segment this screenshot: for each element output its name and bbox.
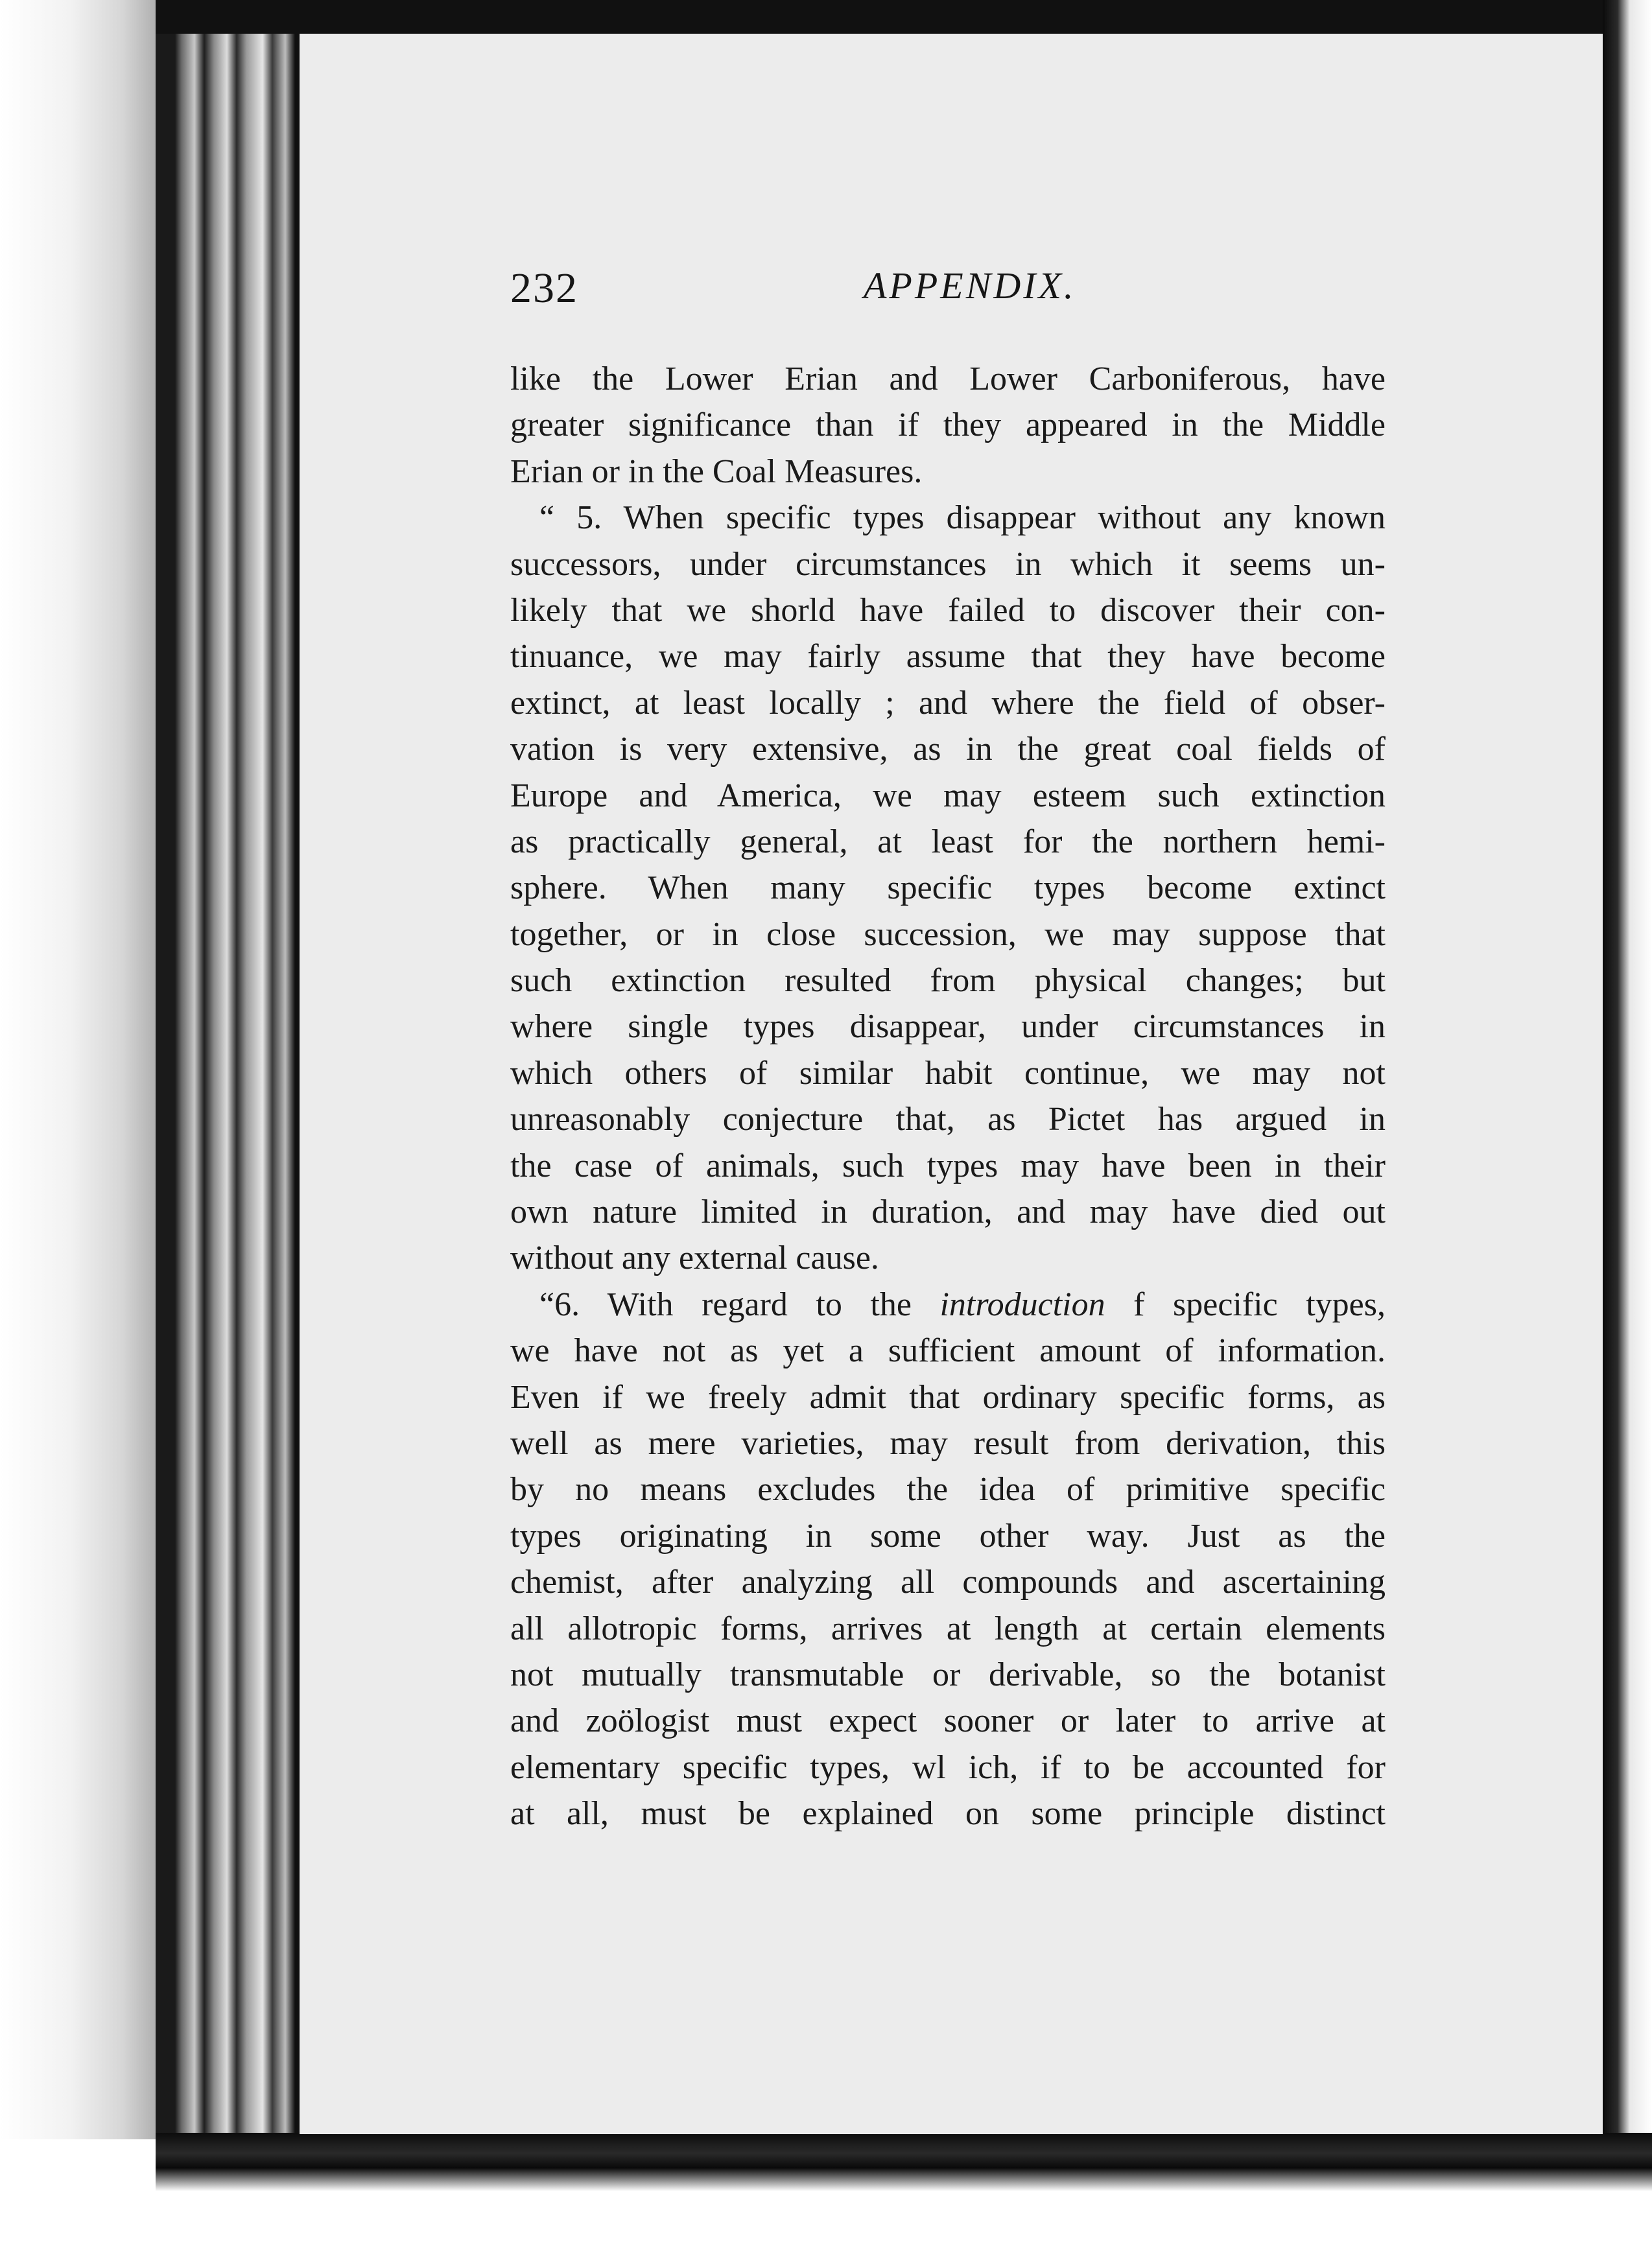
text-line: which others of similar habit continue, we may not [510,1054,1386,1092]
running-title: APPENDIX. [864,264,1076,307]
right-scan-border [1603,0,1652,2191]
text-line: own nature limited in duration, and may have died out [510,1193,1386,1231]
book-page [300,34,1603,2134]
text-segment: “6. With regard to the [539,1286,940,1323]
text-line: together, or in close succession, we may suppose that [510,915,1386,953]
book-spine-page-edges [156,13,305,2146]
text-line: Erian or in the Coal Measures. [510,452,923,490]
text-line: sphere. When many specific types become extinct [510,869,1386,907]
top-scan-border [156,0,1652,34]
text-line: elementary specific types, wl ich, if to be accounted for [510,1748,1386,1786]
text-line: we have not as yet a sufficient amount of information. [510,1332,1386,1370]
text-line: where single types disappear, under circumstances in [510,1008,1386,1046]
text-line: all allotropic forms, arrives at length at certain elements [510,1610,1386,1647]
text-line: tinuance, we may fairly assume that they have become [510,638,1386,676]
text-line-with-italic [510,1282,1386,1328]
text-line: well as mere varieties, may result from derivation, this [510,1424,1386,1462]
text-line: unreasonably conjecture that, as Pictet has argued in [510,1101,1386,1138]
text-line: such extinction resulted from physical changes; but [510,962,1386,1000]
left-margin-shadow [0,0,175,2139]
text-segment: f specific types, [1105,1286,1386,1323]
text-line: vation is very extensive, as in the great coal fields of [510,731,1386,768]
text-line: types originating in some other way. Just as the [510,1517,1386,1555]
text-line: like the Lower Erian and Lower Carboniferous, have [510,360,1386,397]
body-text [510,356,1386,1837]
text-line: not mutually transmutable or derivable, so the botanist [510,1656,1386,1693]
text-line: “ 5. When specific types disappear without any known [539,499,1386,537]
text-line: at all, must be explained on some principle distinct [510,1795,1386,1833]
italic-word: introduction [939,1286,1105,1323]
text-line: and zoölogist must expect sooner or later to arrive at [510,1702,1386,1740]
text-line: extinct, at least locally ; and where the field of obser- [510,684,1386,722]
text-line: as practically general, at least for the northern hemi- [510,823,1386,860]
text-line: Europe and America, we may esteem such extinction [510,777,1386,814]
text-line: chemist, after analyzing all compounds and ascertaining [510,1564,1386,1601]
text-line: by no means excludes the idea of primitive specific [510,1471,1386,1509]
text-line: greater significance than if they appeared in the Middle [510,406,1386,444]
text-line: the case of animals, such types may have been in their [510,1147,1386,1184]
page-number: 232 [510,264,578,312]
text-line: likely that we shorld have failed to discover their con- [510,591,1386,629]
bottom-scan-border [156,2133,1652,2191]
text-line: successors, under circumstances in which it seems un- [510,545,1386,583]
text-line: Even if we freely admit that ordinary specific forms, as [510,1378,1386,1416]
text-line: without any external cause. [510,1240,879,1277]
